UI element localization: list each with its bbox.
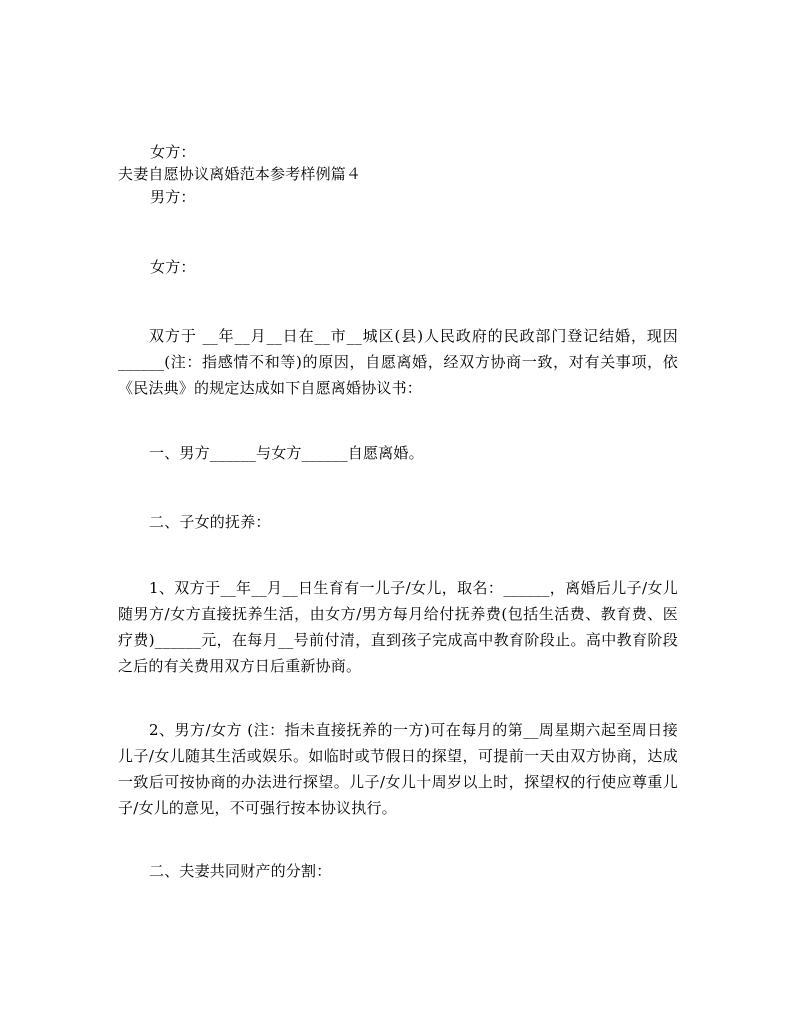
female-label-top: 女方：: [150, 143, 196, 161]
female-label: 女方：: [150, 258, 196, 276]
clause-one: 一、男方______与女方______自愿离婚。: [149, 444, 424, 462]
male-label: 男方：: [150, 188, 196, 206]
document-title: 夫妻自愿协议离婚范本参考样例篇４: [118, 165, 362, 183]
clause-two-item-1: 1、双方于__年__月__日生育有一儿子/女儿，取名：______，离婚后儿子/女儿随男方/女方直接抚养生活，由女方/男方每月给付抚养费(包括生活费、教育费、医疗费)______元，在每月__号前付清，直到孩子完成高中教育阶段止。高中教育阶段之后的有关费用双方日后重新协商。: [118, 579, 678, 675]
clause-three-heading: 二、夫妻共同财产的分割：: [149, 862, 332, 880]
clause-two-item-2: 2、男方/女方 (注：指未直接抚养的一方)可在每月的第__周星期六起至周日接儿子/女儿随其生活或娱乐。如临时或节假日的探望，可提前一天由双方协商，达成一致后可按协商的办法进行探望。儿子/女儿十周岁以上时，探望权的行使应尊重儿子/女儿的意见，不可强行按本协议执行。: [118, 721, 678, 817]
intro-paragraph: 双方于 __年__月__日在__市__城区(县)人民政府的民政部门登记结婚，现因______(注：指感情不和等)的原因，自愿离婚，经双方协商一致，对有关事项，依《民法典》的规定达成如下自愿离婚协议书：: [118, 327, 678, 397]
clause-two-heading: 二、子女的抚养：: [149, 513, 271, 531]
